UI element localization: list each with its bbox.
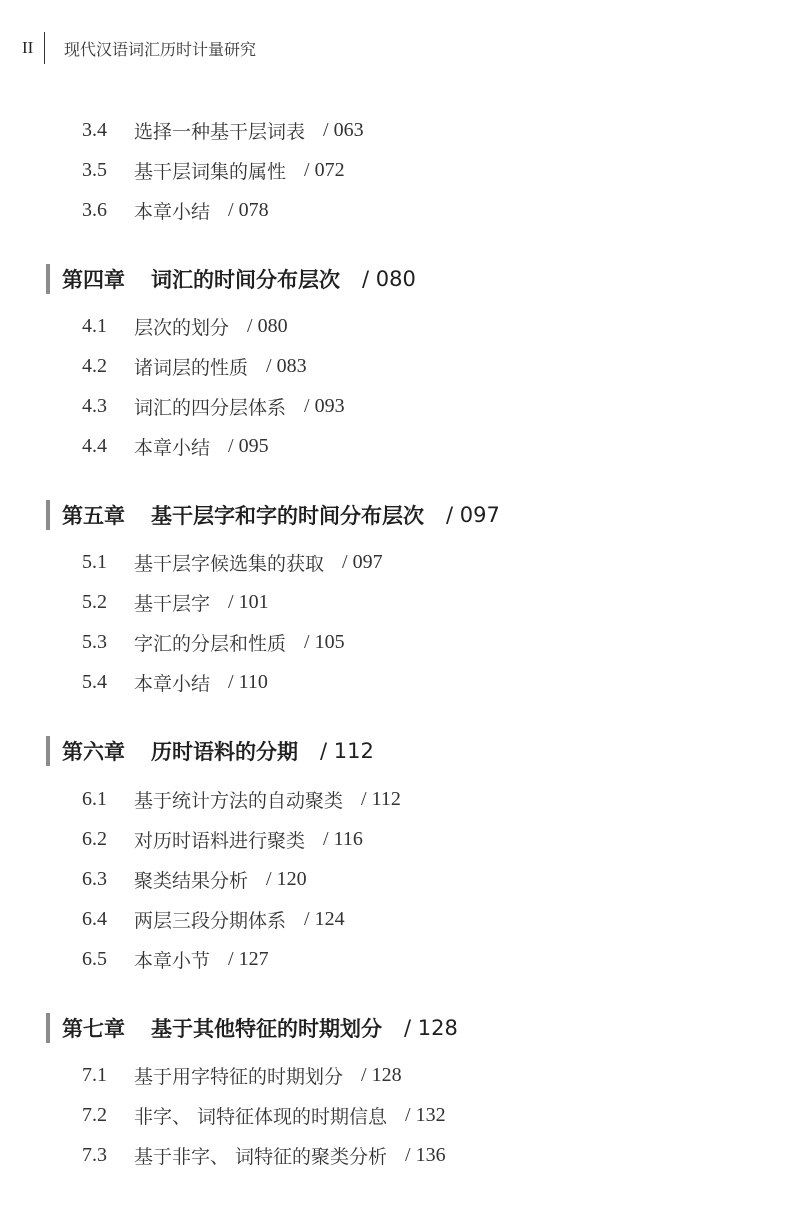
section-title: 聚类结果分析: [134, 869, 249, 892]
section-title: 基干层字: [134, 592, 211, 615]
chapter-page: / 080: [362, 267, 416, 291]
toc-entry[interactable]: [82, 1100, 446, 1130]
section-page: / 120: [266, 867, 307, 890]
section-number: 3.4: [82, 118, 107, 141]
section-page: / 110: [228, 670, 268, 693]
chapter-number: 第五章: [62, 504, 125, 528]
section-page: / 063: [323, 118, 364, 141]
section-number: 7.3: [82, 1143, 107, 1166]
chapter-heading[interactable]: [46, 734, 374, 768]
section-number: 3.5: [82, 158, 107, 181]
chapter-title: 基于其他特征的时期划分: [151, 1017, 382, 1041]
section-page: / 093: [304, 394, 345, 417]
section-title: 非字、 词特征体现的时期信息: [134, 1105, 388, 1128]
section-number: 3.6: [82, 198, 107, 221]
section-page: / 105: [304, 630, 345, 653]
chapter-number: 第六章: [62, 740, 125, 764]
section-number: 7.1: [82, 1063, 107, 1086]
section-number: 6.4: [82, 907, 107, 930]
section-title: 本章小节: [134, 949, 211, 972]
toc-entry[interactable]: [82, 667, 268, 697]
section-title: 对历时语料进行聚类: [134, 829, 306, 852]
section-title: 选择一种基干层词表: [134, 120, 306, 143]
chapter-marker-bar: [46, 1013, 50, 1043]
chapter-number: 第七章: [62, 1017, 125, 1041]
chapter-page: / 097: [446, 503, 500, 527]
toc-entry[interactable]: [82, 311, 288, 341]
section-number: 5.2: [82, 590, 107, 613]
section-number: 6.5: [82, 947, 107, 970]
toc-entry[interactable]: [82, 944, 269, 974]
section-title: 基于统计方法的自动聚类: [134, 789, 344, 812]
section-page: / 095: [228, 434, 269, 457]
toc-entry[interactable]: [82, 1140, 446, 1170]
toc-entry[interactable]: [82, 195, 269, 225]
section-title: 基干层词集的属性: [134, 160, 287, 183]
chapter-number: 第四章: [62, 268, 125, 292]
toc-entry[interactable]: [82, 351, 307, 381]
section-number: 5.4: [82, 670, 107, 693]
toc-entry[interactable]: [82, 587, 269, 617]
section-title: 诸词层的性质: [134, 356, 249, 379]
toc-entry[interactable]: [82, 627, 345, 657]
toc-entry[interactable]: [82, 904, 345, 934]
section-page: / 127: [228, 947, 269, 970]
section-page: / 097: [342, 550, 383, 573]
section-page: / 112: [361, 787, 401, 810]
section-number: 4.3: [82, 394, 107, 417]
toc-entry[interactable]: [82, 784, 401, 814]
section-title: 本章小结: [134, 436, 211, 459]
section-page: / 136: [405, 1143, 446, 1166]
section-title: 基干层字候选集的获取: [134, 552, 325, 575]
section-page: / 132: [405, 1103, 446, 1126]
section-title: 基于用字特征的时期划分: [134, 1065, 344, 1088]
chapter-marker-bar: [46, 264, 50, 294]
chapter-marker-bar: [46, 736, 50, 766]
section-number: 5.3: [82, 630, 107, 653]
section-page: / 072: [304, 158, 345, 181]
chapter-page: / 128: [404, 1016, 458, 1040]
toc-entry[interactable]: [82, 391, 345, 421]
section-number: 6.2: [82, 827, 107, 850]
toc-entry[interactable]: [82, 1060, 402, 1090]
section-number: 6.3: [82, 867, 107, 890]
toc-entry[interactable]: [82, 431, 269, 461]
chapter-title: 基干层字和字的时间分布层次: [151, 504, 424, 528]
chapter-page: / 112: [320, 739, 374, 763]
section-title: 本章小结: [134, 200, 211, 223]
section-number: 6.1: [82, 787, 107, 810]
section-number: 7.2: [82, 1103, 107, 1126]
section-page: / 078: [228, 198, 269, 221]
chapter-heading[interactable]: [46, 498, 500, 532]
section-number: 5.1: [82, 550, 107, 573]
running-header: [0, 30, 800, 66]
section-page: / 083: [266, 354, 307, 377]
toc-entry[interactable]: [82, 547, 383, 577]
section-page: / 101: [228, 590, 269, 613]
section-number: 4.2: [82, 354, 107, 377]
section-title: 词汇的四分层体系: [134, 396, 287, 419]
toc-entry[interactable]: [82, 115, 364, 145]
page-number: II: [22, 38, 34, 57]
chapter-marker-bar: [46, 500, 50, 530]
section-page: / 128: [361, 1063, 402, 1086]
section-number: 4.1: [82, 314, 107, 337]
toc-entry[interactable]: [82, 864, 307, 894]
section-title: 本章小结: [134, 672, 211, 695]
chapter-title: 历时语料的分期: [151, 740, 298, 764]
section-title: 层次的划分: [134, 316, 230, 339]
toc-entry[interactable]: [82, 155, 345, 185]
book-title: 现代汉语词汇历时计量研究: [64, 40, 257, 59]
chapter-title: 词汇的时间分布层次: [151, 268, 340, 292]
section-title: 两层三段分期体系: [134, 909, 287, 932]
chapter-heading[interactable]: [46, 262, 416, 296]
header-divider: [44, 32, 45, 64]
section-page: / 116: [323, 827, 363, 850]
toc-entry[interactable]: [82, 824, 363, 854]
section-page: / 080: [247, 314, 288, 337]
section-title: 字汇的分层和性质: [134, 632, 287, 655]
chapter-heading[interactable]: [46, 1011, 458, 1045]
section-number: 4.4: [82, 434, 107, 457]
section-title: 基于非字、 词特征的聚类分析: [134, 1145, 388, 1168]
section-page: / 124: [304, 907, 345, 930]
